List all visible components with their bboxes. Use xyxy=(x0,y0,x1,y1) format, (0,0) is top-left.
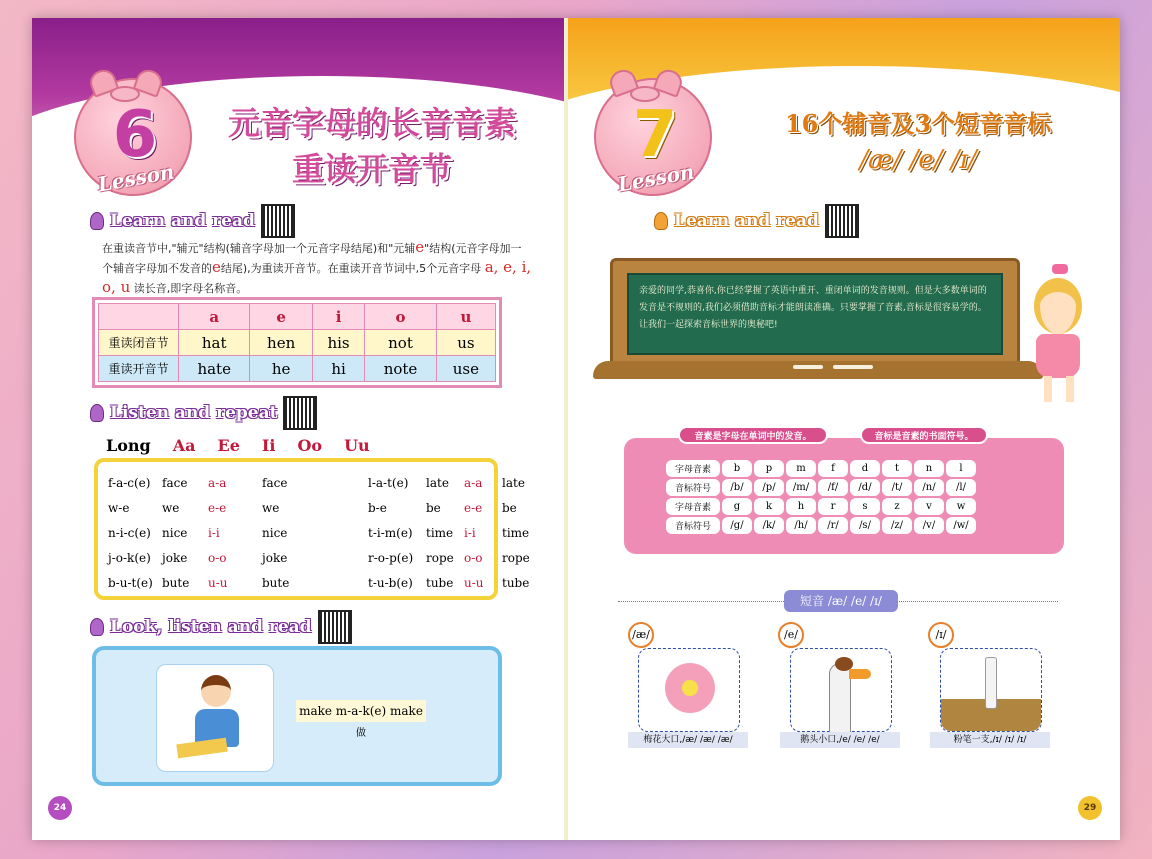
section-look-listen-read xyxy=(90,610,352,644)
table-cell: v xyxy=(914,498,944,515)
look-listen-box xyxy=(92,646,502,786)
word-cell: r-o-p(e) xyxy=(368,550,414,565)
lesson-label: Lesson xyxy=(95,159,177,197)
goose-card xyxy=(790,648,892,732)
chalkboard xyxy=(610,258,1020,378)
table-cell: r xyxy=(818,498,848,515)
word-cell: e-e xyxy=(208,500,227,515)
table-cell: /g/ xyxy=(722,517,752,534)
word-cell: face xyxy=(162,475,188,490)
table-cell: /z/ xyxy=(882,517,912,534)
long-vowel: Uu xyxy=(344,436,370,455)
word-cell: nice xyxy=(262,525,288,540)
board-text: 亲爱的同学,恭喜你,你已经掌握了英语中重开、重闭单词的发音规则。但是大多数单词的发音是不规则的,我们必须借助音标才能朗读准确。只要掌握了音素,音标是很容易学的。让我们一起探索音标世界的奥秘吧! xyxy=(627,273,1003,355)
table-cell: t xyxy=(882,460,912,477)
chalk-card xyxy=(940,648,1042,732)
word: make xyxy=(299,704,332,718)
long-vowel: Ii xyxy=(261,436,276,455)
word-cell: o-o xyxy=(464,550,483,565)
long-vowel: Oo xyxy=(297,436,323,455)
girl-bow-icon xyxy=(1052,264,1068,274)
table-cell: w xyxy=(946,498,976,515)
qr-code-icon[interactable] xyxy=(825,204,859,238)
table-cell: /h/ xyxy=(786,517,816,534)
word-cell: b-u-t(e) xyxy=(108,575,153,590)
table-header: u xyxy=(436,304,495,330)
row-label: 音标符号 xyxy=(666,479,720,496)
word-cell: j-o-k(e) xyxy=(108,550,151,565)
qr-code-icon[interactable] xyxy=(283,396,317,430)
flower-card xyxy=(638,648,740,732)
paper-icon xyxy=(176,738,227,759)
table-header xyxy=(99,304,179,330)
table-cell: /l/ xyxy=(946,479,976,496)
book-spread xyxy=(32,18,1120,840)
table-header: a xyxy=(179,304,250,330)
flower-icon xyxy=(665,663,715,713)
page-title xyxy=(738,106,1098,178)
paragraph-text: 结尾),为重读开音节。在重读开音节词中,5个元音字母 xyxy=(220,262,482,275)
lesson-badge xyxy=(74,78,192,196)
table-cell: m xyxy=(786,460,816,477)
section-learn-read xyxy=(90,204,295,238)
word-cell: time xyxy=(426,525,454,540)
paragraph-text: "结构(元音字母加一个辅音字母加不发音的 xyxy=(102,242,522,275)
word-row xyxy=(108,570,530,595)
board-ledge xyxy=(593,361,1043,379)
row-label: 字母音素 xyxy=(666,460,720,477)
word-cell: b-e xyxy=(368,500,387,515)
table-cell: /n/ xyxy=(914,479,944,496)
bulb-icon xyxy=(654,212,668,230)
girl-legs-icon xyxy=(1044,376,1074,402)
word-row xyxy=(108,545,530,570)
table-cell: hat xyxy=(179,330,250,356)
word-cell: t-u-b(e) xyxy=(368,575,413,590)
table-cell: k xyxy=(754,498,784,515)
bulb-icon xyxy=(90,404,104,422)
table-row xyxy=(666,460,976,477)
table-cell: /w/ xyxy=(946,517,976,534)
bulb-icon xyxy=(90,212,104,230)
page-number: 24 xyxy=(48,796,72,820)
word-cell: tube xyxy=(502,575,530,590)
chalk-stick-icon xyxy=(985,657,997,709)
intro-paragraph xyxy=(102,238,532,298)
word-cell: u-u xyxy=(208,575,228,590)
word-meaning: 做 xyxy=(356,728,366,739)
page-title xyxy=(202,100,542,192)
word-cell: late xyxy=(426,475,449,490)
bulb-symbol-icon: /æ/ xyxy=(628,622,654,648)
lesson-number: 6 xyxy=(112,98,158,172)
section-label: Learn and read xyxy=(110,211,255,231)
word-row xyxy=(108,520,530,545)
section-label: Listen and repeat xyxy=(110,403,278,423)
boy-head-icon xyxy=(201,675,231,707)
table-header: i xyxy=(312,304,364,330)
section-label: Learn and read xyxy=(674,211,819,231)
word-cell: e-e xyxy=(464,500,483,515)
word-cell: tube xyxy=(426,575,454,590)
table-cell: f xyxy=(818,460,848,477)
long-vowel: Aa xyxy=(172,436,196,455)
word-cell: joke xyxy=(262,550,288,565)
title-line1: 16个辅音及3个短音音标 xyxy=(784,109,1052,138)
table-cell: hi xyxy=(312,356,364,382)
short-caption: 鹅头小口,/e/ /e/ /e/ xyxy=(780,732,900,748)
table-cell: /d/ xyxy=(850,479,880,496)
chalk-icon xyxy=(793,365,823,369)
word-cell: o-o xyxy=(208,550,227,565)
table-row xyxy=(99,330,496,356)
paragraph-text: 在重读音节中,"辅元"结构(辅音字母加一个元音字母结尾)和"元辅 xyxy=(102,242,416,255)
paragraph-e: e xyxy=(212,258,221,276)
left-page xyxy=(32,18,564,840)
paragraph-text: 读长音,即字母名称音。 xyxy=(133,282,248,295)
word-cell: bute xyxy=(162,575,190,590)
word-cell: n-i-c(e) xyxy=(108,525,151,540)
table-cell: /v/ xyxy=(914,517,944,534)
table-header-row xyxy=(99,304,496,330)
table-cell: /t/ xyxy=(882,479,912,496)
word-cell: nice xyxy=(162,525,188,540)
qr-code-icon[interactable] xyxy=(261,204,295,238)
word-cell: i-i xyxy=(208,525,220,540)
table-cell: p xyxy=(754,460,784,477)
section-label: Look, listen and read xyxy=(110,617,312,637)
row-label: 重读开音节 xyxy=(99,356,179,382)
table-cell: hen xyxy=(250,330,312,356)
table-cell: use xyxy=(436,356,495,382)
boy-illustration xyxy=(156,664,274,772)
word: make xyxy=(390,704,423,718)
table-cell: he xyxy=(250,356,312,382)
girl-head-icon xyxy=(1034,278,1082,334)
long-label: Long xyxy=(106,436,151,455)
word-cell: u-u xyxy=(464,575,484,590)
title-line2: 重读开音节 xyxy=(291,150,452,188)
paragraph-e: e xyxy=(415,238,425,256)
table-row xyxy=(666,517,976,534)
lesson-label: Lesson xyxy=(615,159,697,197)
word-cell: be xyxy=(502,500,517,515)
row-label: 重读闭音节 xyxy=(99,330,179,356)
word-row xyxy=(108,470,525,495)
make-word-card xyxy=(296,700,426,722)
short-caption: 粉笔一支,/ɪ/ /ɪ/ /ɪ/ xyxy=(930,732,1050,748)
table-cell: note xyxy=(365,356,437,382)
word-cell: a-a xyxy=(464,475,483,490)
phoneme-note: 音素是字母在单词中的发音。 xyxy=(678,426,828,444)
table-cell: us xyxy=(436,330,495,356)
table-cell: n xyxy=(914,460,944,477)
page-number: 29 xyxy=(1078,796,1102,820)
row-label: 字母音素 xyxy=(666,498,720,515)
word-cell: time xyxy=(502,525,530,540)
bulb-symbol-icon: /e/ xyxy=(778,622,804,648)
word-cell: we xyxy=(162,500,180,515)
right-page xyxy=(568,18,1120,840)
word-cell: rope xyxy=(426,550,454,565)
vowel-table xyxy=(98,303,496,382)
long-vowel-row xyxy=(106,436,406,455)
word-cell: f-a-c(e) xyxy=(108,475,151,490)
bulb-symbol-icon: /ɪ/ xyxy=(928,622,954,648)
word-cell: bute xyxy=(262,575,290,590)
table-cell: /f/ xyxy=(818,479,848,496)
table-cell: s xyxy=(850,498,880,515)
table-cell: not xyxy=(365,330,437,356)
word-cell: t-i-m(e) xyxy=(368,525,413,540)
word-practice-box xyxy=(94,458,530,600)
table-cell: /r/ xyxy=(818,517,848,534)
bulb-icon xyxy=(90,618,104,636)
phoneme-table xyxy=(664,458,978,536)
table-cell: d xyxy=(850,460,880,477)
short-vowel-label: 短音 /æ/ /e/ /ɪ/ xyxy=(784,590,898,612)
chalk-icon xyxy=(833,365,873,369)
table-header: e xyxy=(250,304,312,330)
table-cell: /k/ xyxy=(754,517,784,534)
title-line2: /æ/ /e/ /ɪ/ xyxy=(859,145,977,175)
word-cell: l-a-t(e) xyxy=(368,475,409,490)
table-header: o xyxy=(365,304,437,330)
spelling: m-a-k(e) xyxy=(335,704,387,718)
word-cell: w-e xyxy=(108,500,130,515)
word-cell: joke xyxy=(162,550,188,565)
title-line1: 元音字母的长音音素 xyxy=(227,104,516,142)
lesson-number: 7 xyxy=(632,98,678,172)
table-cell: /b/ xyxy=(722,479,752,496)
word-cell: rope xyxy=(502,550,530,565)
word-row xyxy=(108,495,517,520)
table-cell: /s/ xyxy=(850,517,880,534)
table-cell: b xyxy=(722,460,752,477)
table-row xyxy=(666,498,976,515)
word-cell: be xyxy=(426,500,441,515)
table-cell: /p/ xyxy=(754,479,784,496)
word-cell: i-i xyxy=(464,525,476,540)
word-cell: late xyxy=(502,475,525,490)
paragraph-letters: a, e, i, o, u xyxy=(102,258,532,296)
qr-code-icon[interactable] xyxy=(318,610,352,644)
phonetic-note: 音标是音素的书面符号。 xyxy=(860,426,988,444)
table-cell: z xyxy=(882,498,912,515)
long-vowel: Ee xyxy=(217,436,240,455)
goose-beak-icon xyxy=(849,669,871,679)
table-cell: l xyxy=(946,460,976,477)
table-row xyxy=(99,356,496,382)
word-cell: face xyxy=(262,475,288,490)
row-label: 音标符号 xyxy=(666,517,720,534)
girl-body-icon xyxy=(1036,334,1080,378)
section-listen-repeat xyxy=(90,396,317,430)
lesson-badge xyxy=(594,78,712,196)
goose-neck-icon xyxy=(829,663,851,733)
table-row xyxy=(666,479,976,496)
table-cell: his xyxy=(312,330,364,356)
section-learn-read xyxy=(654,204,859,238)
table-cell: /m/ xyxy=(786,479,816,496)
word-cell: we xyxy=(262,500,280,515)
table-cell: g xyxy=(722,498,752,515)
short-caption: 梅花大口,/æ/ /æ/ /æ/ xyxy=(628,732,748,748)
table-cell: h xyxy=(786,498,816,515)
word-cell: a-a xyxy=(208,475,227,490)
table-cell: hate xyxy=(179,356,250,382)
